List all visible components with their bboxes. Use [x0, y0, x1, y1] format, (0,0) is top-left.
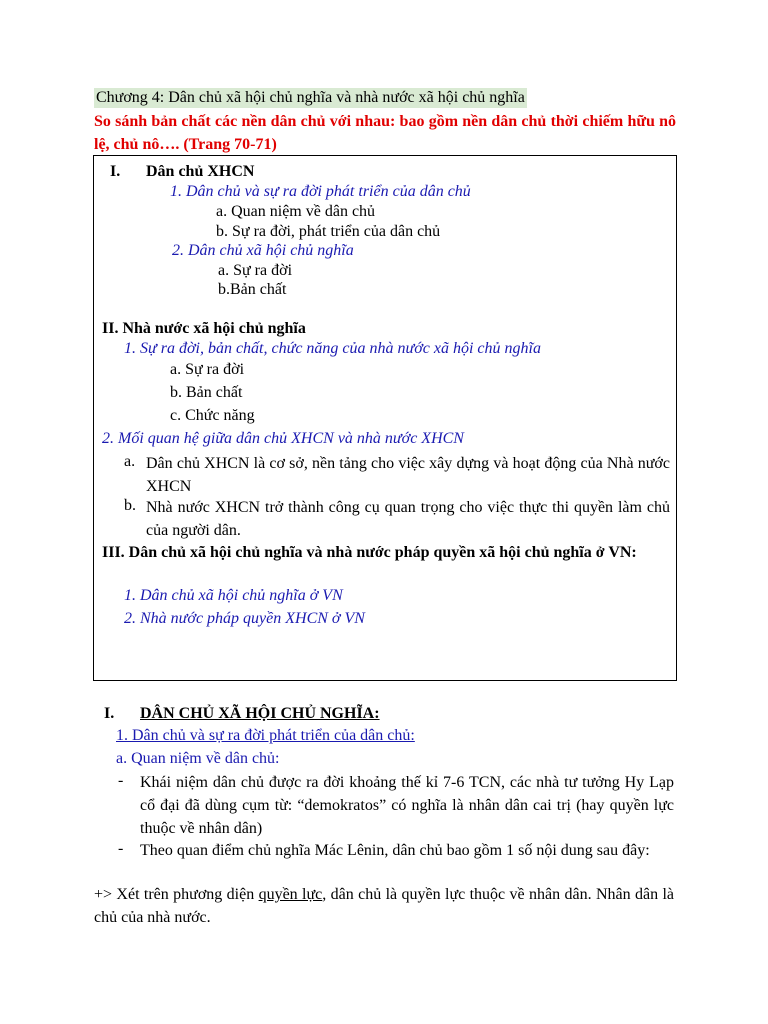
- body-sub1a: a. Quan niệm về dân chủ:: [116, 750, 280, 767]
- outline-s2-title: II. Nhà nước xã hội chủ nghĩa: [102, 320, 306, 337]
- para-end: , dân chủ là quyền lực thuộc về nhân dân. Nhân dân là chủ của nhà nước.: [94, 886, 674, 926]
- outline-s1-item1: 1. Dân chủ và sự ra đời phát triển của dân chủ: [170, 183, 471, 200]
- outline-s1-item1b: b. Sự ra đời, phát triển của dân chủ: [216, 223, 441, 240]
- body-heading-num: I.: [104, 705, 115, 722]
- outline-s3-item1: 1. Dân chủ xã hội chủ nghĩa ở VN: [124, 587, 343, 604]
- outline-s2-item1a: a. Sự ra đời: [170, 361, 245, 378]
- para-key: quyền lực: [258, 886, 323, 903]
- body-bullet2: Theo quan điểm chủ nghĩa Mác Lênin, dân chủ bao gồm 1 số nội dung sau đây:: [140, 842, 650, 859]
- outline-s2-item1b: b. Bản chất: [170, 384, 243, 401]
- outline-s1-item2a: a. Sự ra đời: [218, 262, 293, 279]
- outline-s1-item2b: b.Bản chất: [218, 281, 287, 298]
- body-paragraph: [94, 883, 674, 929]
- body-bullet1: Khái niệm dân chủ được ra đời khoảng thế kỉ 7-6 TCN, các nhà tư tưởng Hy Lạp cổ đại đã dùng cụm từ: “demokratos” có nghĩa là nhân dân cai trị (hay quyền lực thuộc về nhân dân): [140, 774, 674, 837]
- outline-s2-item1c: c. Chức năng: [170, 407, 255, 424]
- para-start: +> Xét trên phương diện: [94, 886, 259, 903]
- outline-s1-title: Dân chủ XHCN: [146, 163, 255, 180]
- outline-s2-item2a-label: a.: [124, 453, 136, 470]
- bullet-mark: -: [118, 840, 124, 857]
- outline-s2-item2b-label: b.: [124, 497, 136, 514]
- body-heading: DÂN CHỦ XÃ HỘI CHỦ NGHĨA:: [140, 705, 380, 722]
- outline-s1-item2: 2. Dân chủ xã hội chủ nghĩa: [172, 242, 354, 259]
- outline-s3-item2: 2. Nhà nước pháp quyền XHCN ở VN: [124, 610, 365, 627]
- subtitle-note: So sánh bản chất các nền dân chủ với nhau: bao gồm nền dân chủ thời chiếm hữu nô lệ, chủ nô…. (Trang 70-71): [94, 113, 676, 153]
- bullet-mark: -: [118, 772, 124, 789]
- outline-s2-item2a: Dân chủ XHCN là cơ sở, nền tảng cho việc xây dựng và hoạt động của Nhà nước XHCN: [146, 455, 670, 495]
- outline-s2-item2: 2. Mối quan hệ giữa dân chủ XHCN và nhà nước XHCN: [102, 430, 464, 447]
- outline-s1-num: I.: [110, 163, 121, 180]
- chapter-title: Chương 4: Dân chủ xã hội chủ nghĩa và nhà nước xã hội chủ nghĩa: [96, 89, 525, 106]
- outline-s1-item1a: a. Quan niệm về dân chủ: [216, 203, 376, 220]
- outline-s3-title: III. Dân chủ xã hội chủ nghĩa và nhà nước pháp quyền xã hội chủ nghĩa ở VN:: [102, 544, 637, 561]
- outline-s2-item1: 1. Sự ra đời, bản chất, chức năng của nhà nước xã hội chủ nghĩa: [124, 340, 541, 357]
- body-sub1: 1. Dân chủ và sự ra đời phát triển của dân chủ:: [116, 727, 415, 744]
- outline-s2-item2b: Nhà nước XHCN trở thành công cụ quan trọng cho việc thực thi quyền làm chủ của người dân.: [146, 499, 670, 539]
